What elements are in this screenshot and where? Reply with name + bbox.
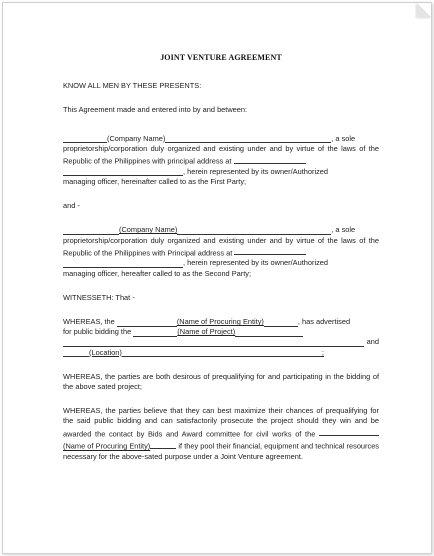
whereas-1-block bbox=[63, 317, 379, 358]
blank-line[interactable] bbox=[133, 327, 177, 337]
represented-text: , herein represented by its owner/Authorized bbox=[183, 258, 329, 268]
blank-line[interactable] bbox=[63, 348, 89, 358]
document-page bbox=[2, 2, 432, 554]
sole-text: , a sole bbox=[331, 133, 356, 143]
second-party-company-line bbox=[63, 225, 379, 235]
corporation-text: proprietorship/corporation duly organized and existing under and by virtue of the laws of the Republic of the Philippines with Principal address at bbox=[63, 235, 379, 258]
corporation-text: proprietorship/corporation duly organized and existing under and by virtue of the laws of the Republic of the Philippines with principal address at bbox=[63, 143, 379, 166]
whereas-1-line-2 bbox=[63, 327, 379, 337]
whereas-prefix: WHEREAS, the bbox=[63, 317, 115, 327]
blank-line[interactable] bbox=[235, 327, 303, 337]
document-title: JOINT VENTURE AGREEMENT bbox=[160, 53, 282, 62]
first-party-company-line bbox=[63, 134, 379, 144]
location-label: (Location) bbox=[89, 347, 122, 357]
blank-line[interactable] bbox=[63, 225, 119, 235]
whereas-2-paragraph: WHEREAS, the parties are both desirous of prequalifying for and participating in the bidding of the above sated project; bbox=[63, 371, 379, 392]
blank-line[interactable] bbox=[63, 258, 183, 268]
company-name-label: (Company Name) bbox=[107, 133, 166, 143]
address-blank[interactable] bbox=[234, 246, 306, 256]
blank-line[interactable] bbox=[117, 317, 177, 327]
sole-text: , a sole bbox=[331, 225, 356, 235]
second-party-officer-text: managing officer, hereafter called to as the Second Party; bbox=[63, 268, 252, 278]
whereas-1-line-3 bbox=[63, 337, 379, 347]
document-body bbox=[63, 53, 379, 462]
know-all-heading: KNOW ALL MEN BY THESE PRESENTS: bbox=[63, 81, 202, 91]
represented-text: , herein represented by its owner/Authorized bbox=[183, 166, 329, 176]
whereas-1-line-4 bbox=[63, 348, 379, 358]
procuring-entity-label: (Name of Procuring Entity) bbox=[63, 441, 151, 451]
blank-line[interactable] bbox=[63, 337, 364, 347]
project-name-label: (Name of Project) bbox=[177, 327, 236, 337]
blank-line[interactable] bbox=[122, 348, 322, 358]
intro-paragraph: This Agreement made and entered into by and between: bbox=[63, 105, 248, 115]
blank-line[interactable] bbox=[165, 134, 331, 144]
first-party-represented-line bbox=[63, 167, 379, 177]
witnesseth-heading: WITNESSETH: That - bbox=[63, 292, 135, 302]
whereas-1-line-1 bbox=[63, 317, 379, 327]
and-text: and bbox=[366, 337, 379, 347]
first-party-block bbox=[63, 134, 379, 188]
bidding-text: for public bidding the bbox=[63, 327, 132, 337]
first-party-officer-text: managing officer, hereinafter called to as the First Party; bbox=[63, 176, 247, 186]
blank-line[interactable] bbox=[63, 167, 183, 177]
company-name-label: (Company Name) bbox=[119, 225, 178, 235]
blank-line[interactable] bbox=[319, 427, 379, 437]
address-blank[interactable] bbox=[234, 154, 306, 164]
and-separator: and - bbox=[63, 201, 80, 211]
blank-line[interactable] bbox=[177, 225, 331, 235]
page-fold-corner bbox=[417, 3, 431, 17]
whereas-3-paragraph: WHEREAS, the parties believe that they can best maximize their chances of prequalifying for the said public bidding and can satisfactorily prosecute the project should they win and be awarded the contact by Bids and Award committee for civil works of the (Name of Procuring Entity) if they pool their financial, equipment and technical resources necessary for the above-sated purpose under a Joint Venture agreement. bbox=[63, 406, 380, 462]
advertised-text: , has advertised bbox=[297, 317, 351, 327]
blank-line[interactable] bbox=[264, 317, 298, 327]
blank-line[interactable] bbox=[150, 439, 176, 449]
second-party-block bbox=[63, 225, 379, 279]
blank-line[interactable] bbox=[63, 134, 107, 144]
semicolon: ; bbox=[321, 347, 324, 357]
second-party-represented-line bbox=[63, 258, 379, 268]
procuring-entity-label: (Name of Procuring Entity) bbox=[176, 317, 264, 327]
